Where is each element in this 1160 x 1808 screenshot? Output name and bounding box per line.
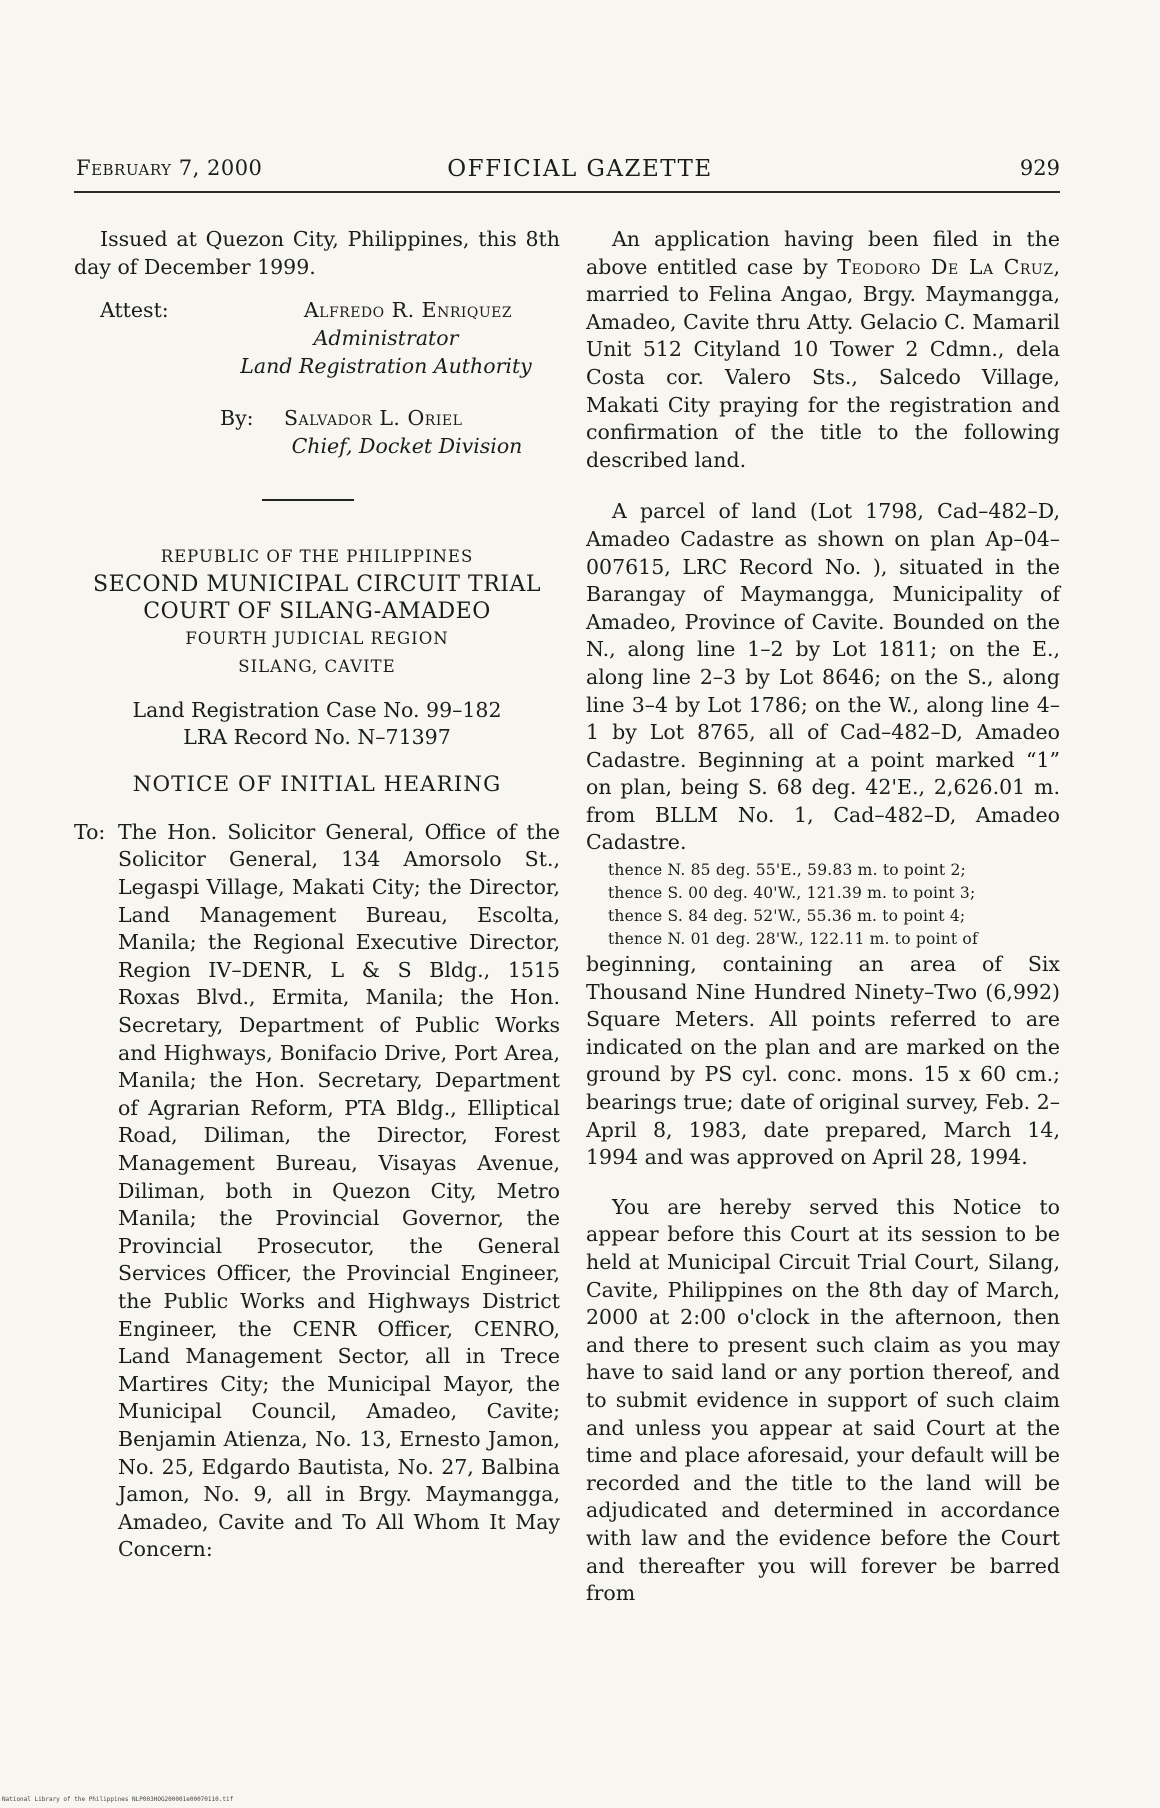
application-intro: An application having been filed in the above entitled case by bbox=[586, 227, 1060, 279]
attest-label: Attest: bbox=[100, 298, 169, 323]
by-label: By: bbox=[220, 406, 254, 431]
republic-heading: REPUBLIC OF THE PHILIPPINES bbox=[160, 547, 474, 567]
addressees-block bbox=[74, 819, 560, 1564]
bearing-line: thence S. 84 deg. 52'W., 55.36 m. to point 4; bbox=[608, 907, 966, 926]
page-number: 929 bbox=[1019, 156, 1060, 180]
court-name-line2: COURT OF SILANG-AMADEO bbox=[143, 598, 491, 624]
lra-record-number: LRA Record No. N–71397 bbox=[183, 724, 451, 749]
by-block bbox=[74, 405, 560, 465]
left-column bbox=[74, 226, 560, 1584]
application-body: , married to Felina Angao, Brgy. Maymangga, Amadeo, Cavite thru Atty. Gelacio C. Mamaril Unit 512 Cityland 10 Tower 2 Cdmn., dela Costa cor. Valero Sts., Salcedo Village, Makati City praying for the registration and confirmation of the title to the following described land. bbox=[586, 254, 1060, 472]
attest-block bbox=[74, 297, 560, 385]
bearing-line: thence S. 00 deg. 40'W., 121.39 m. to point 3; bbox=[608, 884, 976, 903]
to-label: To: bbox=[74, 819, 106, 844]
section-divider bbox=[262, 499, 354, 501]
spacer bbox=[586, 1172, 1060, 1194]
applicant-name: Teodoro De La Cruz bbox=[837, 254, 1054, 279]
addressees-text: The Hon. Solicitor General, Office of the Solicitor General, 134 Amorsolo St., Legaspi Village, Makati City; the Director, Land Management Bureau, Escolta, Manila; the Regional Executive Director, Region IV–DENR, L & S Bldg., 1515 Roxas Blvd., Ermita, Manila; the Hon. Secretary, Department of Public Works and Highways, Bonifacio Drive, Port Area, Manila; the Hon. Secretary, Department of Agrarian Reform, PTA Bldg., Elliptical Road, Diliman, the Director, Forest Management Bureau, Visayas Avenue, Diliman, both in Quezon City, Metro Manila; the Provincial Governor, the Provincial Prosecutor, the General Services Officer, the Provincial Engineer, the Public Works and Highways District Engineer, the CENR Officer, CENRO, Land Management Sector, all in Trece Martires City; the Municipal Mayor, the Municipal Council, Amadeo, Cavite; Benjamin Atienza, No. 13, Ernesto Jamon, No. 25, Edgardo Bautista, No. 27, Balbina Jamon, No. 9, all in Brgy. Maymangga, Amadeo, Cavite and To All Whom It May Concern: bbox=[118, 819, 560, 1562]
judicial-region: FOURTH JUDICIAL REGION bbox=[185, 628, 449, 648]
issued-statement: Issued at Quezon City, Philippines, this 8th day of December 1999. bbox=[74, 227, 560, 279]
notice-title: NOTICE OF INITIAL HEARING bbox=[132, 771, 502, 797]
attest-name: Alfredo R. Enriquez bbox=[303, 298, 513, 323]
bearings-list bbox=[608, 859, 1060, 951]
attest-organization: Land Registration Authority bbox=[240, 354, 532, 379]
scan-source-note: National Library of the Philippines NLP003HOG200001e00070110.tif bbox=[2, 1796, 234, 1803]
bearing-line: thence N. 01 deg. 28'W., 122.11 m. to point of bbox=[608, 930, 978, 949]
right-column bbox=[586, 226, 1060, 1608]
publication-title: OFFICIAL GAZETTE bbox=[447, 156, 713, 182]
case-number: Land Registration Case No. 99–182 bbox=[132, 697, 502, 722]
by-role: Chief, Docket Division bbox=[291, 434, 523, 459]
header-rule bbox=[74, 191, 1060, 193]
application-paragraph bbox=[586, 226, 1060, 474]
bearing-line: thence N. 85 deg. 55'E., 59.83 m. to point 2; bbox=[608, 861, 966, 880]
summons-paragraph: You are hereby served this Notice to appear before this Court at its session to be held at Municipal Circuit Trial Court, Silang, Cavite, Philippines on the 8th day of March, 2000 at 2:00 o'clock in the afternoon, then and there to present such claim as you may have to said land or any portion thereof, and to submit evidence in support of such claim and unless you appear at said Court at the time and place aforesaid, your default will be recorded and the title to the land will be adjudicated and determined in accordance with law and the evidence before the Court and thereafter you will forever be barred from bbox=[586, 1194, 1060, 1606]
court-location: SILANG, CAVITE bbox=[238, 656, 396, 676]
court-name-line1: SECOND MUNICIPAL CIRCUIT TRIAL bbox=[93, 571, 541, 597]
issue-date: February 7, 2000 bbox=[76, 156, 263, 180]
area-paragraph: beginning, containing an area of Six Thousand Nine Hundred Ninety–Two (6,992) Square Meters. All points referred to are indicated on the plan and are marked on the ground by PS cyl. conc. mons. 15 x 60 cm.; bearings true; date of original survey, Feb. 2–April 8, 1983, date prepared, March 14, 1994 and was approved on April 28, 1994. bbox=[586, 952, 1060, 1170]
land-description: A parcel of land (Lot 1798, Cad–482–D, Amadeo Cadastre as shown on plan Ap–04–007615, LRC Record No. ), situated in the Barangay of Maymangga, Municipality of Amadeo, Province of Cavite. Bounded on the N., along line 1–2 by Lot 1811; on the E., along line 2–3 by Lot 8646; on the S., along line 3–4 by Lot 1786; on the W., along line 4–1 by Lot 8765, all of Cad–482–D, Amadeo Cadastre. Beginning at a point marked “1” on plan, being S. 68 deg. 42'E., 2,626.01 m. from BLLM No. 1, Cad–482–D, Amadeo Cadastre. bbox=[586, 499, 1060, 855]
spacer bbox=[586, 474, 1060, 498]
by-name: Salvador L. Oriel bbox=[284, 406, 463, 431]
attest-role: Administrator bbox=[313, 326, 459, 351]
